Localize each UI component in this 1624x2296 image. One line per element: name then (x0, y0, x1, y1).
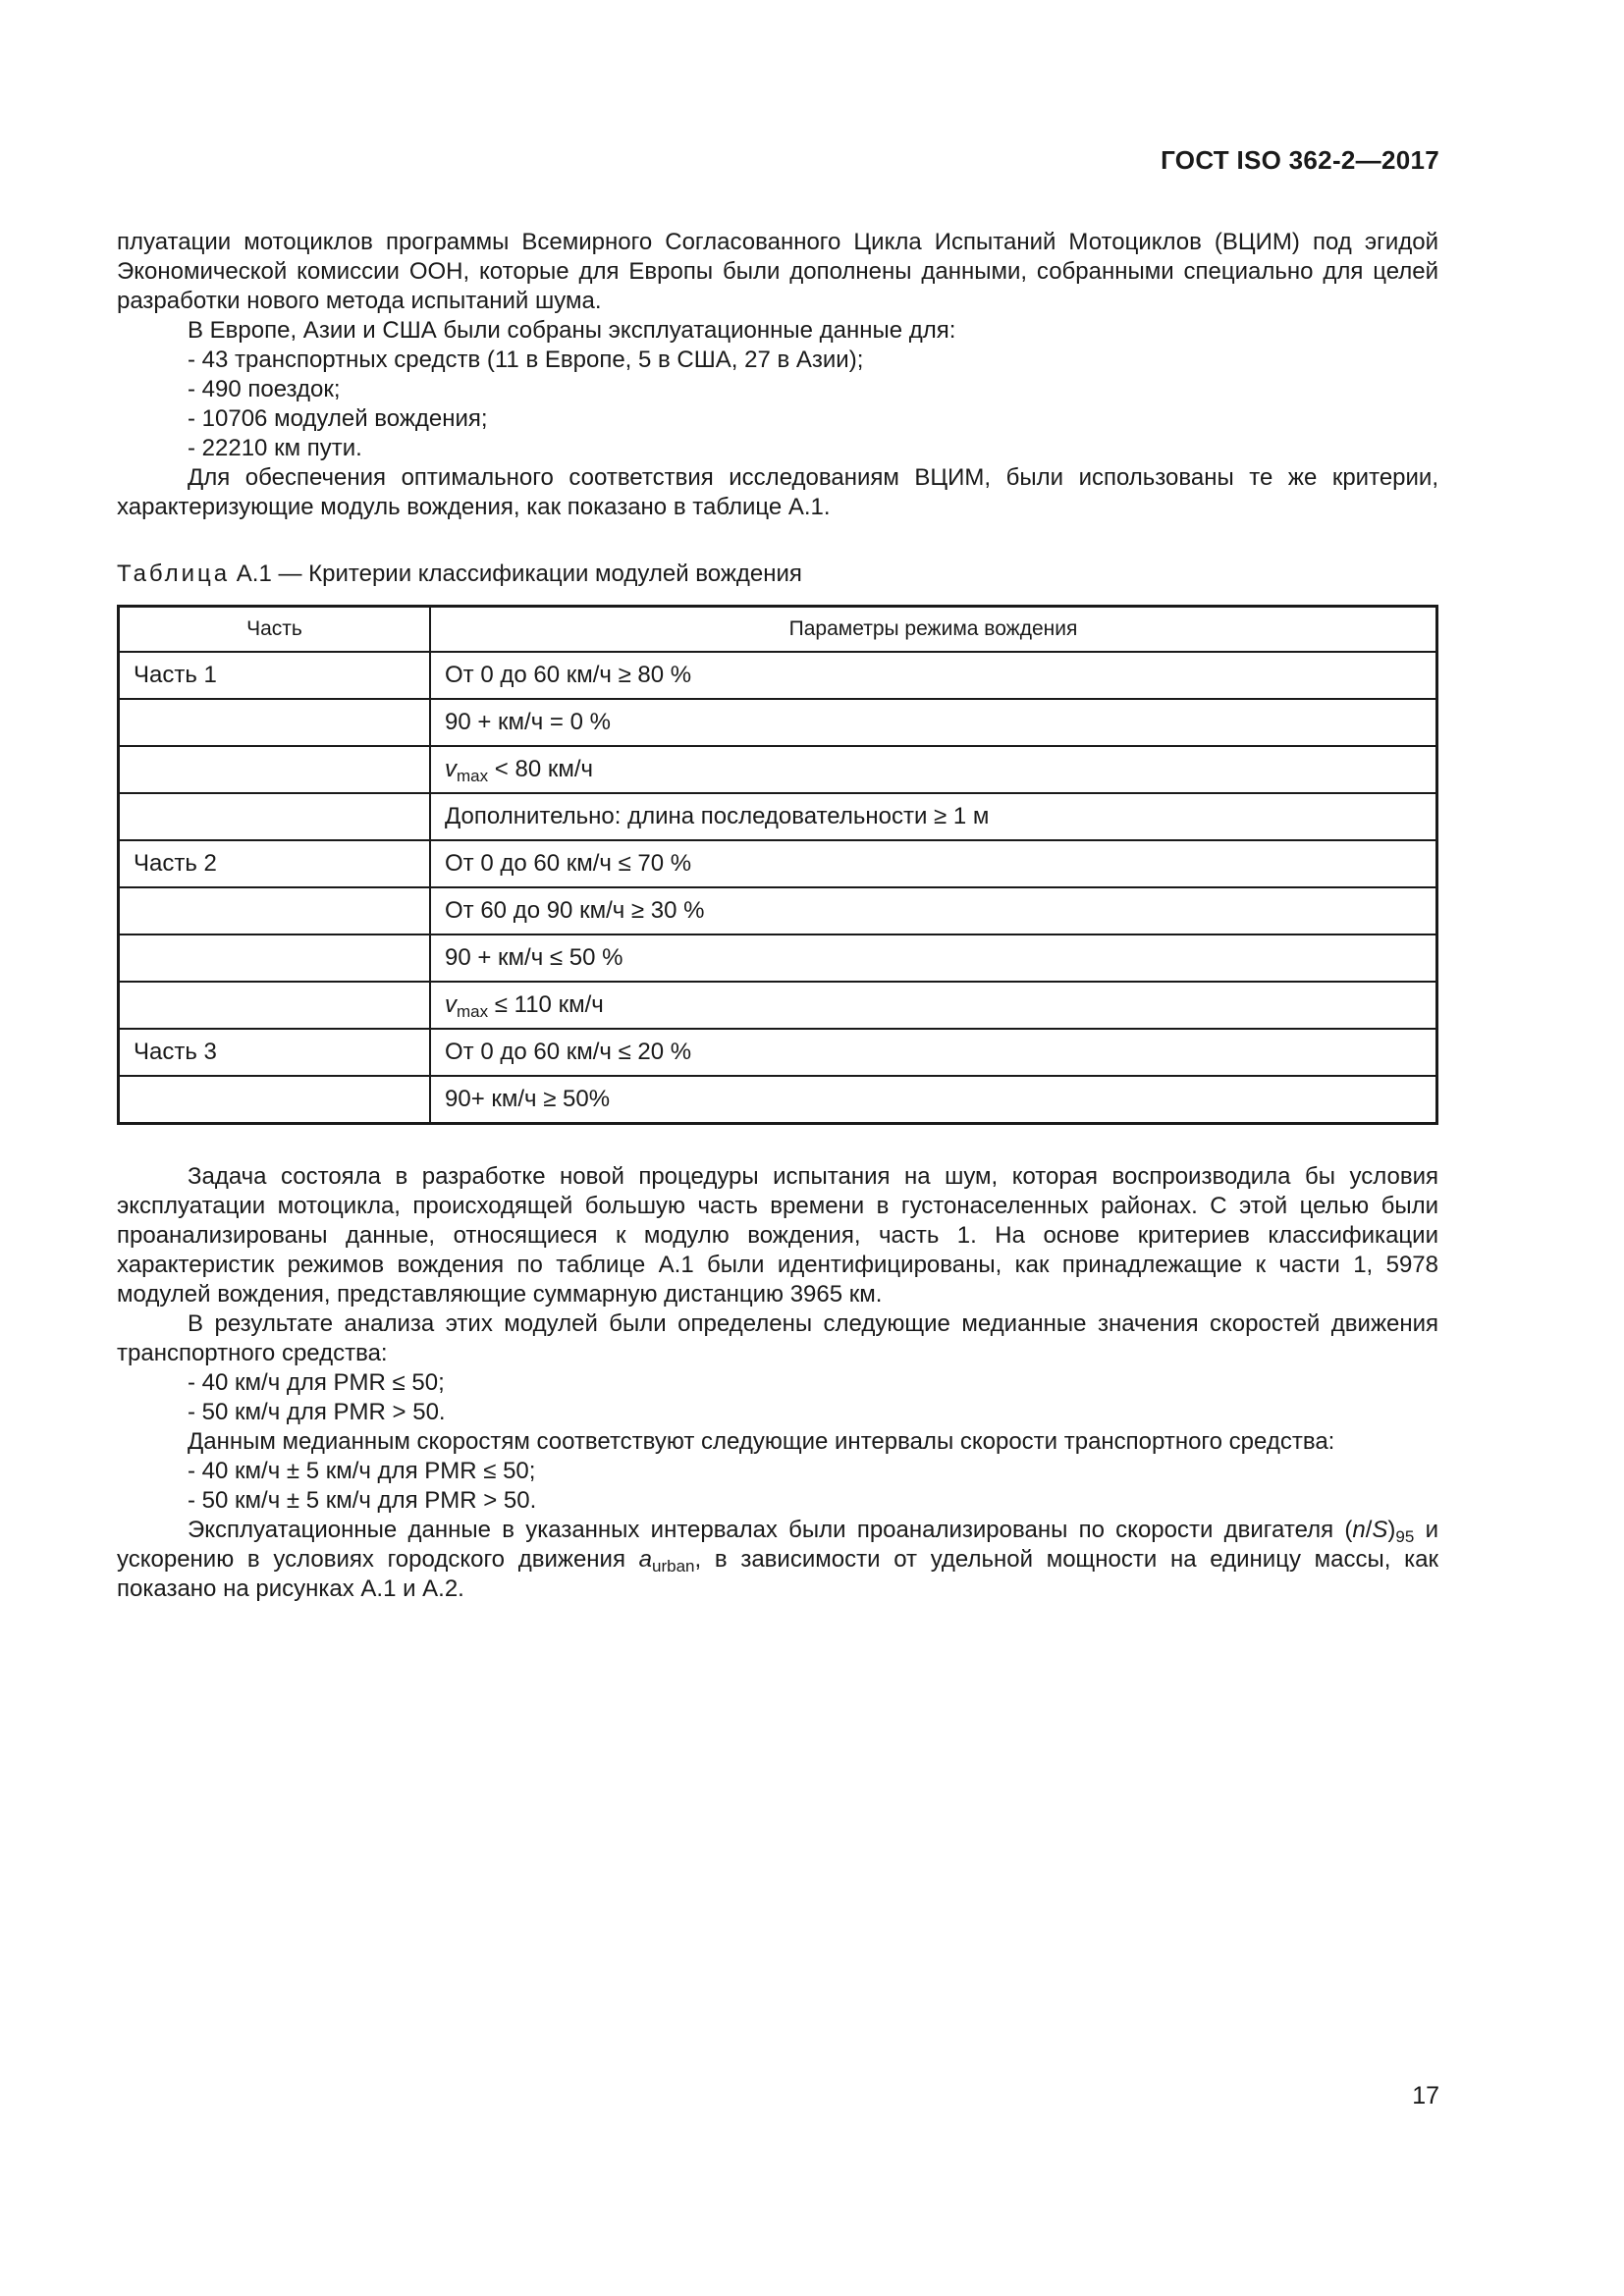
page-content (117, 228, 1438, 1604)
subscript-max: max (457, 767, 489, 785)
parameter-value: < 80 км/ч (488, 756, 594, 782)
paragraph-continuation: плуатации мотоциклов программы Всемирного Согласованного Цикла Испытаний Мотоциклов (ВЦИМ) под эгидой Экономической комиссии ООН, которые для Европы были дополнены данными, собранными специально для целей разработки нового метода испытаний шума. (117, 229, 1438, 314)
cell-part (119, 699, 431, 746)
cell-parameter: От 0 до 60 км/ч ≥ 80 % (430, 652, 1437, 699)
table-row (119, 840, 1437, 887)
list-item: - 490 поездок; (188, 376, 341, 402)
table-row (119, 982, 1437, 1029)
final-text-part1: Эксплуатационные данные в указанных интервалах были проанализированы по скорости двигателя ( (188, 1517, 1353, 1543)
list-item: - 50 км/ч ± 5 км/ч для PMR > 50. (188, 1487, 537, 1514)
cell-part (119, 793, 431, 840)
final-text-part3: , в зависимости от удельной мощности на единицу массы, как показано на рисунках А.1 и А.2. (117, 1546, 1438, 1602)
table-caption (117, 560, 1438, 589)
list-item: - 22210 км пути. (188, 435, 362, 461)
criteria-table (117, 605, 1438, 1125)
cell-parameter: От 0 до 60 км/ч ≤ 70 % (430, 840, 1437, 887)
cell-part (119, 1076, 431, 1124)
list-item: - 40 км/ч ± 5 км/ч для PMR ≤ 50; (188, 1458, 536, 1484)
paragraph-table-reference: Для обеспечения оптимального соответствия исследованиям ВЦИМ, были использованы те же критерии, характеризующие модуль вождения, как показано в таблице А.1. (117, 464, 1438, 520)
list-item: - 50 км/ч для PMR > 50. (188, 1399, 446, 1425)
list-item: - 43 транспортных средств (11 в Европе, 5 в США, 27 в Азии); (188, 347, 864, 373)
cell-part (119, 934, 431, 982)
cell-parameter: 90 + км/ч = 0 % (430, 699, 1437, 746)
table-caption-label: Таблица (117, 561, 231, 587)
page-number: 17 (1412, 2082, 1439, 2109)
cell-parameter (430, 982, 1437, 1029)
table-row (119, 934, 1437, 982)
paragraph-result: В результате анализа этих модулей были определены следующие медианные значения скоростей движения транспортного средства: (117, 1310, 1438, 1366)
cell-part (119, 746, 431, 793)
cell-parameter: 90 + км/ч ≤ 50 % (430, 934, 1437, 982)
slash: / (1365, 1517, 1373, 1543)
paragraph-task: Задача состояла в разработке новой процедуры испытания на шум, которая воспроизводила бы условия эксплуатации мотоцикла, происходящей большую часть времени в густонаселенных районах. С этой целью были проанализированы данные, относящиеся к модулю вождения, часть 1. На основе критериев классификации характеристик режимов вождения по таблице А.1 были идентифицированы, как принадлежащие к части 1, 5978 модулей вождения, представляющие суммарную дистанцию 3965 км. (117, 1163, 1438, 1308)
paragraph-intervals: Данным медианным скоростям соответствуют следующие интервалы скорости транспортного средства: (188, 1428, 1335, 1455)
list-item: - 10706 модулей вождения; (188, 405, 488, 432)
table-row (119, 793, 1437, 840)
variable-v: v (445, 991, 457, 1018)
cell-part: Часть 1 (119, 652, 431, 699)
table-row (119, 1076, 1437, 1124)
table-row (119, 699, 1437, 746)
table-row (119, 887, 1437, 934)
paragraph-final (117, 1516, 1438, 1604)
cell-parameter (430, 746, 1437, 793)
table-caption-text: А.1 — Критерии классификации модулей вождения (236, 561, 802, 587)
cell-parameter: От 0 до 60 км/ч ≤ 20 % (430, 1029, 1437, 1076)
table-row (119, 1029, 1437, 1076)
list-item: - 40 км/ч для PMR ≤ 50; (188, 1369, 445, 1396)
table-header-row (119, 607, 1437, 653)
cell-part (119, 887, 431, 934)
variable-a: a (638, 1546, 653, 1573)
table-row (119, 746, 1437, 793)
paragraph-data-intro: В Европе, Азии и США были собраны эксплуатационные данные для: (188, 317, 956, 344)
parameter-value: ≤ 110 км/ч (488, 991, 604, 1018)
variable-n: n (1352, 1517, 1366, 1543)
document-header: ГОСТ ISO 362-2—2017 (1161, 145, 1439, 175)
cell-part: Часть 3 (119, 1029, 431, 1076)
final-text-part2: и ускорению в условиях городского движения (117, 1517, 1439, 1573)
column-header-parameters: Параметры режима вождения (430, 607, 1437, 653)
close-paren: ) (1387, 1517, 1396, 1543)
variable-s: S (1372, 1517, 1388, 1543)
column-header-part: Часть (119, 607, 431, 653)
cell-part: Часть 2 (119, 840, 431, 887)
cell-parameter: Дополнительно: длина последовательности ≥ 1 м (430, 793, 1437, 840)
cell-parameter: От 60 до 90 км/ч ≥ 30 % (430, 887, 1437, 934)
variable-v: v (445, 756, 457, 782)
subscript-95: 95 (1395, 1527, 1415, 1546)
cell-part (119, 982, 431, 1029)
table-row (119, 652, 1437, 699)
subscript-urban: urban (652, 1557, 695, 1575)
subscript-max: max (457, 1002, 489, 1021)
cell-parameter: 90+ км/ч ≥ 50% (430, 1076, 1437, 1124)
